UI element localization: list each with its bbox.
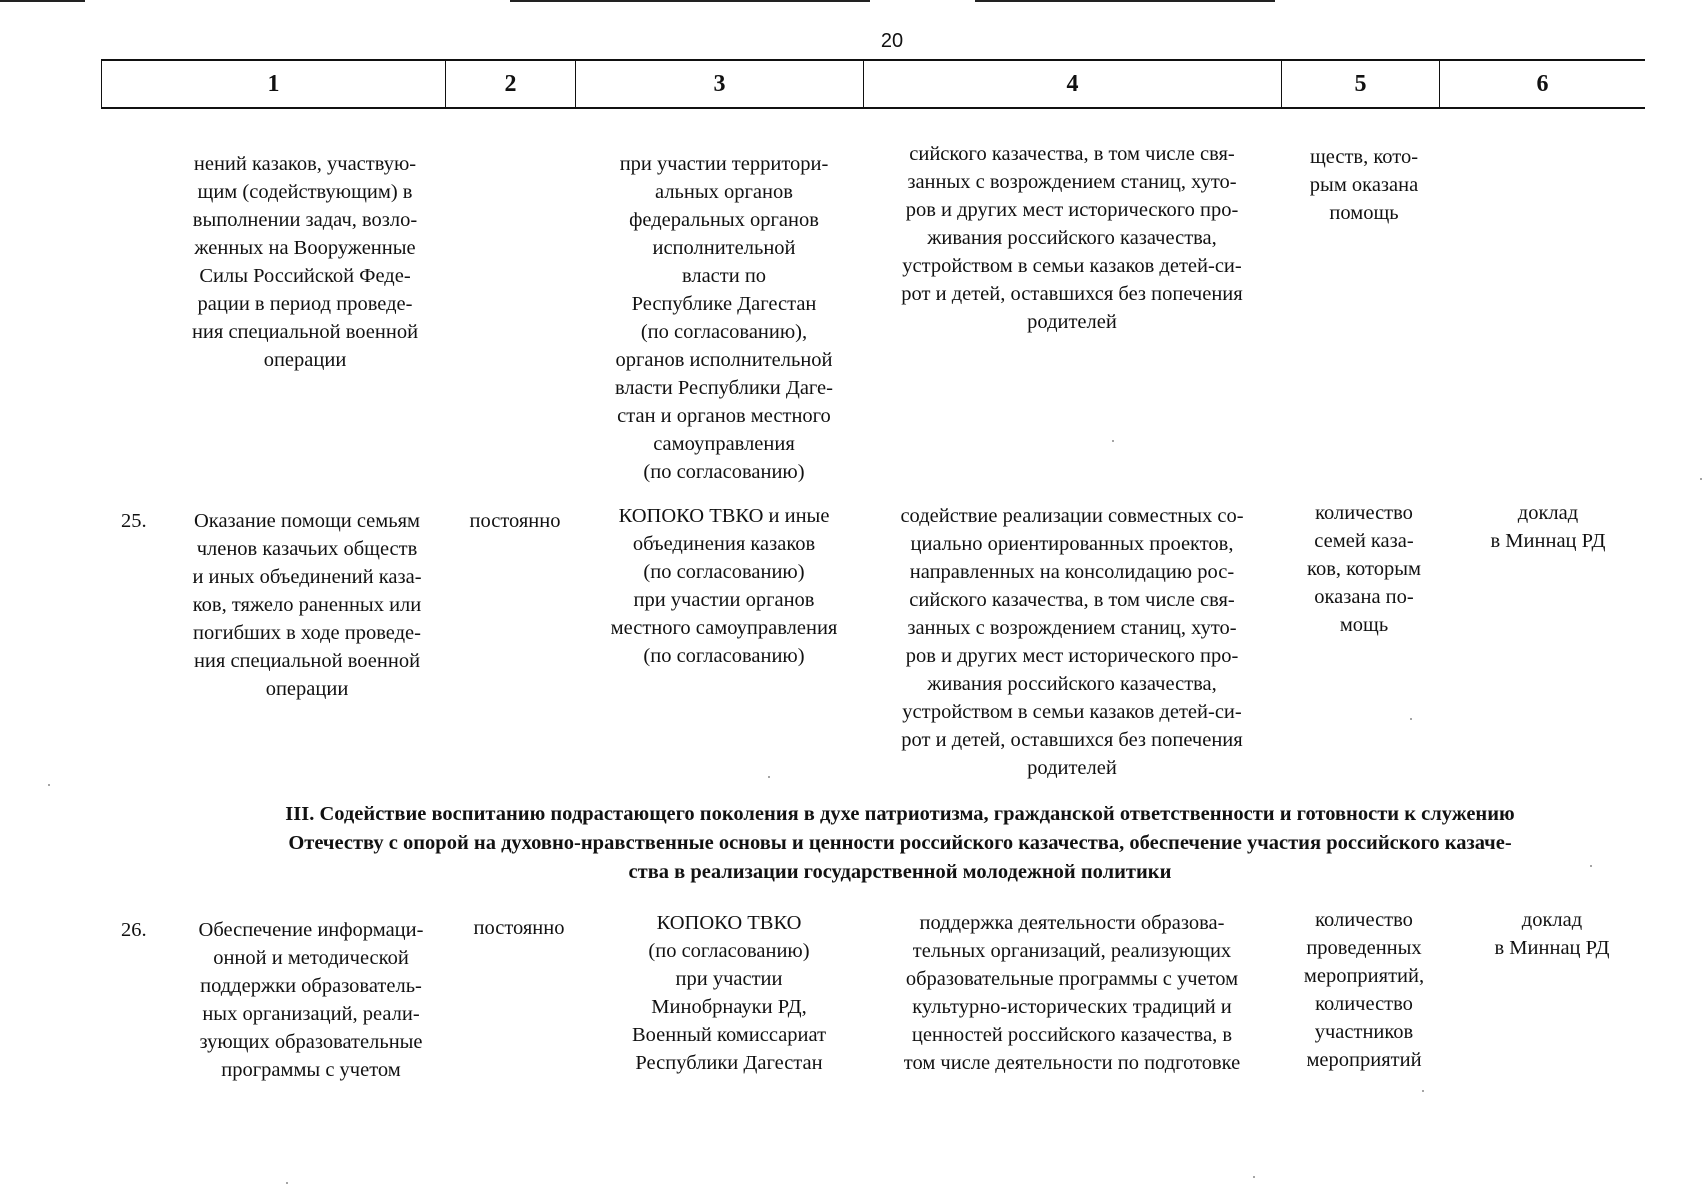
row-26-col3: КОПОКО ТВКО (по согласованию) при участии Минобрнауки РД, Военный комиссариат Республики Дагестан (631, 912, 827, 1074)
table-header (101, 59, 1645, 109)
scan-speck (1422, 1090, 1424, 1092)
scan-speck (1410, 718, 1412, 720)
header-col-3: 3 (576, 61, 864, 107)
scan-edge-line-left (0, 0, 85, 2)
scan-speck (286, 1182, 288, 1184)
row-25-number: 25. (121, 510, 147, 532)
row-26-col5: количество проведенных мероприятий, количество участников мероприятий (1303, 909, 1425, 1071)
scan-speck (1700, 478, 1702, 480)
scan-edge-line-mid (510, 0, 870, 2)
row-26-col6: доклад в Миннац РД (1494, 909, 1610, 959)
row-26-col1: Обеспечение информаци- онной и методической поддержки образователь- ных организаций, реали- зующих образовательные программы с учетом (198, 919, 424, 1081)
row-26-col2: постоянно (473, 917, 565, 939)
page-number: 20 (880, 30, 904, 52)
section-3-heading: III. Содействие воспитанию подрастающего поколения в духе патриотизма, гражданской ответственности и готовности к служению Отечеству с опорой на духовно-нравственные основы и ценности российского казачества, обеспечение участия российского казаче- ства в реализации государственной молодежной политики (285, 803, 1515, 883)
header-col-1: 1 (101, 61, 446, 107)
row-25-col6: доклад в Миннац РД (1490, 502, 1606, 552)
scan-edge-line-right (975, 0, 1275, 2)
scan-speck (1590, 865, 1592, 867)
continued-row-col1: нений казаков, участвую- щим (содействующим) в выполнении задач, возло- женных на Вооруженные Силы Российской Феде- рации в период проведе- ния специальной военной операции (191, 153, 419, 371)
row-25-col5: количество семей каза- ков, которым оказана по- мощь (1307, 502, 1421, 636)
row-26-number: 26. (121, 919, 147, 941)
header-col-6: 6 (1536, 70, 1549, 97)
row-25-col2: постоянно (469, 510, 561, 532)
header-col-4: 4 (864, 61, 1282, 107)
row-25-col3: КОПОКО ТВКО и иные объединения казаков (по согласованию) при участии органов местного самоуправления (по согласованию) (610, 505, 838, 667)
row-26-col4: поддержка деятельности образова- тельных организаций, реализующих образовательные программы с учетом культурно-исторических традиций и ценностей российского казачества, в том числе деятельности по подготовке (903, 912, 1241, 1074)
continued-row-col5: ществ, кото- рым оказана помощь (1309, 146, 1419, 224)
row-25-col4: содействие реализации совместных со- циально ориентированных проектов, направленных на консолидацию рос- сийского казачества, в том числе свя- занных с возрождением станиц, хуто- ров и других мест исторического про- живания российского казачества, устройством в семьи казаков детей-си- рот и детей, оставшихся без попечения родителей (900, 505, 1244, 779)
scan-speck (48, 784, 50, 786)
continued-row-col3: при участии территори- альных органов федеральных органов исполнительной власти по Республике Дагестан (по согласованию), органов исполнительной власти Республики Даге- стан и органов местного самоуправления (по согласованию) (614, 153, 833, 483)
scan-speck (1253, 1176, 1255, 1178)
continued-row-col4: сийского казачества, в том числе свя- занных с возрождением станиц, хуто- ров и других мест исторического про- живания российского казачества, устройством в семьи казаков детей-си- рот и детей, оставшихся без попечения родителей (901, 143, 1243, 333)
header-col-5: 5 (1282, 61, 1440, 107)
header-col-2: 2 (446, 61, 576, 107)
scan-speck (768, 776, 770, 778)
row-25-col1: Оказание помощи семьям членов казачьих обществ и иных объединений каза- ков, тяжело раненных или погибших в ходе проведе- ния специальной военной операции (192, 510, 422, 700)
scan-speck (1112, 440, 1114, 442)
